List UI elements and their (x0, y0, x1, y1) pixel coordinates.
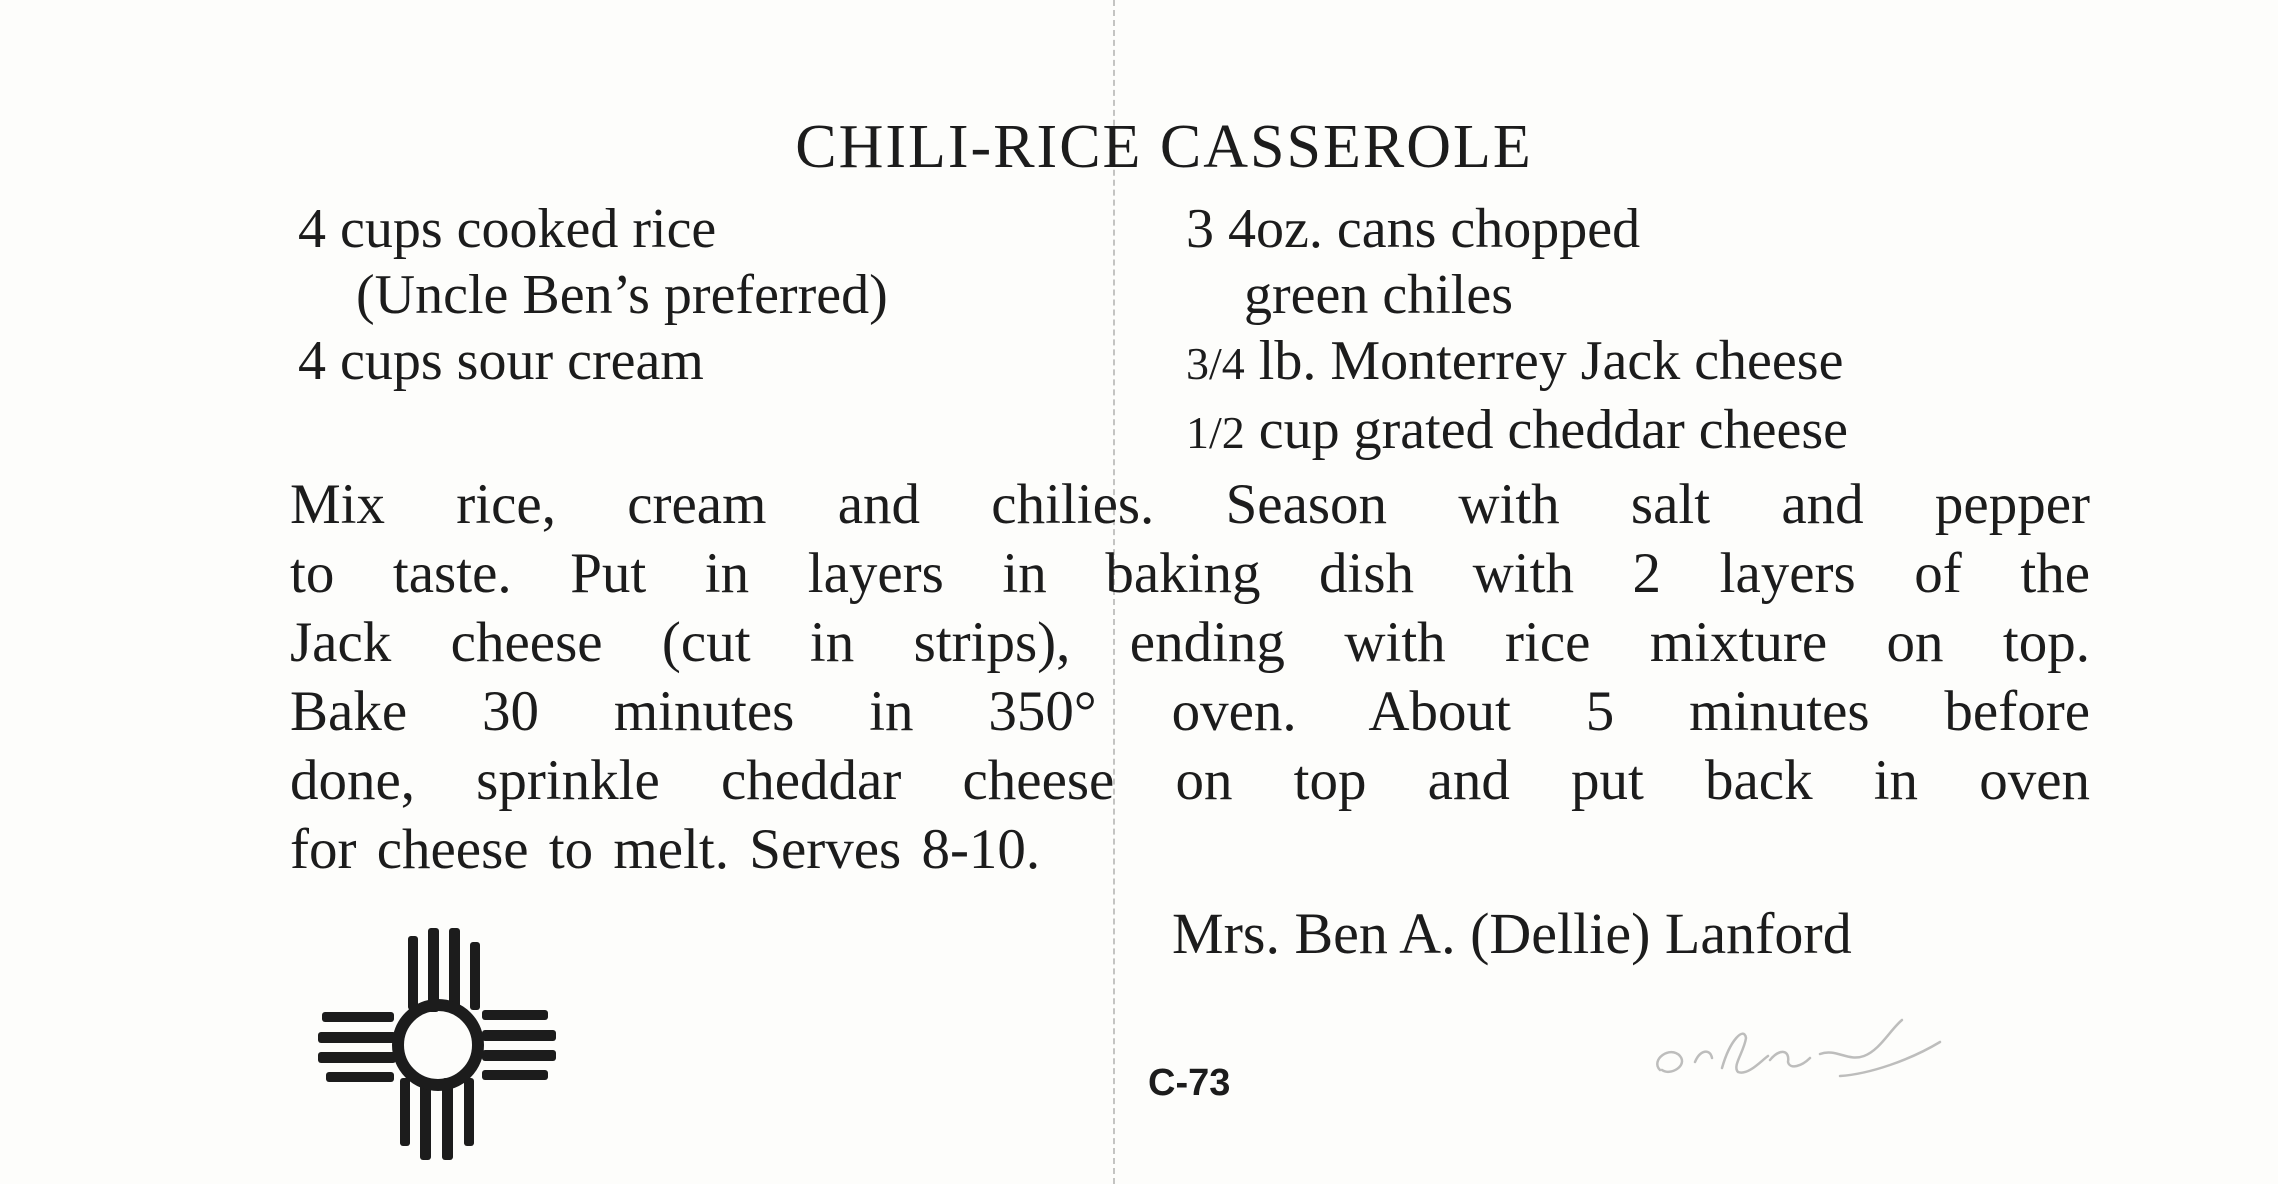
method-line: done, sprinkle cheddar cheese on top and put back in oven (290, 749, 2090, 812)
method-line: Bake 30 minutes in 350° oven. About 5 minutes before (290, 680, 2090, 743)
ingredient-rice: 4 cups cooked rice (298, 198, 717, 260)
handwritten-signature (1640, 990, 2000, 1100)
method-line: Mix rice, cream and chilies. Season with salt and pepper (290, 473, 2090, 536)
ingredient-chiles-cont: green chiles (1244, 264, 1513, 326)
recipe-title: CHILI-RICE CASSEROLE (795, 113, 1533, 181)
method-line: to taste. Put in layers in baking dish with 2 layers of the (290, 542, 2090, 605)
ingredient-jack-cheese-text: lb. Monterrey Jack cheese (1244, 330, 1844, 392)
zia-sun-symbol-icon (318, 928, 556, 1160)
fraction-three-quarters: 3/4 (1186, 338, 1245, 389)
ingredients-right (1186, 196, 1848, 466)
ingredient-sour-cream: 4 cups sour cream (298, 330, 704, 392)
method-line: Jack cheese (cut in strips), ending with rice mixture on top. (290, 611, 2090, 674)
recipe-code: C-73 (1148, 1062, 1231, 1104)
ingredient-rice-note: (Uncle Ben’s preferred) (356, 264, 888, 326)
contributor-name: Mrs. Ben A. (Dellie) Lanford (1172, 901, 1852, 966)
ingredient-jack-cheese (1186, 328, 1848, 397)
fraction-one-half: 1/2 (1186, 407, 1245, 458)
ingredient-cheddar-text: cup grated cheddar cheese (1244, 399, 1848, 461)
recipe-method (290, 470, 2090, 884)
ingredients-left (298, 196, 888, 394)
ingredient-cheddar (1186, 397, 1848, 466)
method-line: for cheese to melt. Serves 8-10. (290, 818, 1041, 881)
ingredient-chiles: 3 4oz. cans chopped (1186, 198, 1641, 260)
